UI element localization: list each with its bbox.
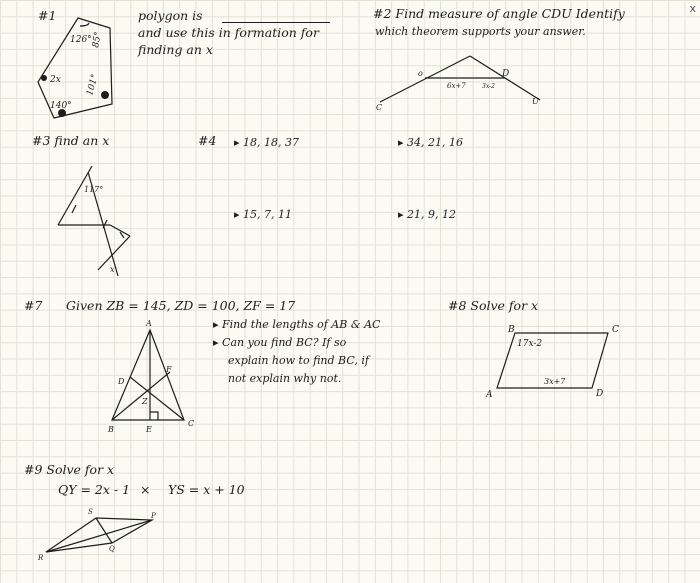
extension-line	[110, 225, 130, 236]
angle-label: 101°	[85, 73, 101, 97]
angle-label: 85°	[91, 31, 104, 49]
point-label: C	[188, 419, 195, 428]
expr-label: 3x-2	[482, 83, 495, 90]
angle-label: 140°	[50, 101, 72, 111]
triple-item: ▸ 21, 9, 12	[398, 208, 457, 221]
problem-1-number: #1	[38, 8, 57, 23]
triple-item: ▸ 15, 7, 11	[234, 208, 293, 221]
point-label: C	[376, 103, 383, 112]
point-label: o	[418, 69, 423, 78]
diagonal-rp	[46, 520, 152, 552]
equation-separator: ×	[140, 482, 151, 497]
equation-qy: QY = 2x - 1	[58, 482, 131, 497]
problem-1-line1: polygon is	[138, 8, 203, 23]
angle-dot	[41, 75, 47, 81]
point-label: D	[118, 377, 125, 386]
point-label: Q	[109, 545, 115, 553]
problem-1-line2: and use this in formation for	[138, 25, 319, 40]
diagonal-sq	[96, 518, 112, 543]
point-label: D	[596, 389, 604, 399]
angle-label: x	[110, 265, 115, 274]
close-mark: x	[689, 2, 696, 15]
problem-4-number: #4	[198, 133, 217, 148]
triple-item: ▸ 34, 21, 16	[398, 136, 464, 149]
side-expression: 3x+7	[544, 377, 566, 386]
problem-3-title: #3 find an x	[32, 133, 110, 148]
problem-7-bullet2: ▸ Can you find BC? If so	[213, 336, 347, 349]
point-label: S	[88, 508, 93, 516]
equation-ys: YS = x + 10	[168, 482, 245, 497]
angle-label: 117°	[84, 185, 104, 194]
problem-1-line3: finding an x	[138, 42, 213, 57]
point-label: C	[612, 325, 619, 335]
right-angle-mark	[150, 412, 158, 420]
ray-cd	[380, 56, 470, 102]
angle-label: 126°	[70, 35, 92, 45]
angle-label: 2x	[50, 75, 61, 85]
point-label: B	[108, 425, 114, 434]
triple-item: ▸ 18, 18, 37	[234, 136, 300, 149]
problem-2-line1: #2 Find measure of angle CDU Identify	[373, 6, 625, 21]
problem-7-given: Given ZB = 145, ZD = 100, ZF = 17	[66, 298, 296, 313]
angle-arc	[80, 23, 89, 26]
tick-mark	[72, 205, 76, 213]
problem-7-number: #7	[24, 298, 43, 313]
point-label: P	[151, 512, 156, 520]
point-label: A	[146, 319, 152, 328]
point-label: D	[502, 69, 510, 79]
side-expression: 17x-2	[517, 339, 543, 349]
problem-7-bullet2-cont: not explain why not.	[228, 372, 342, 385]
problem-8-title: #8 Solve for x	[448, 298, 539, 313]
triangle-abc	[112, 330, 184, 420]
point-label: R	[38, 554, 44, 562]
problem-2-line2: which theorem supports your answer.	[375, 25, 586, 38]
expr-label: 6x+7	[447, 82, 466, 90]
angle-dot	[101, 91, 109, 99]
problem-9-title: #9 Solve for x	[24, 462, 115, 477]
point-label: A	[486, 390, 493, 400]
point-label: U	[532, 97, 539, 106]
point-label: Z	[142, 397, 148, 406]
point-label: F	[166, 365, 172, 374]
point-label: B	[508, 325, 515, 335]
problem-7-bullet1: ▸ Find the lengths of AB & AC	[213, 318, 381, 331]
problem-7-bullet2-cont: explain how to find BC, if	[228, 354, 369, 367]
point-label: E	[146, 425, 152, 434]
triangle-side	[58, 166, 92, 225]
